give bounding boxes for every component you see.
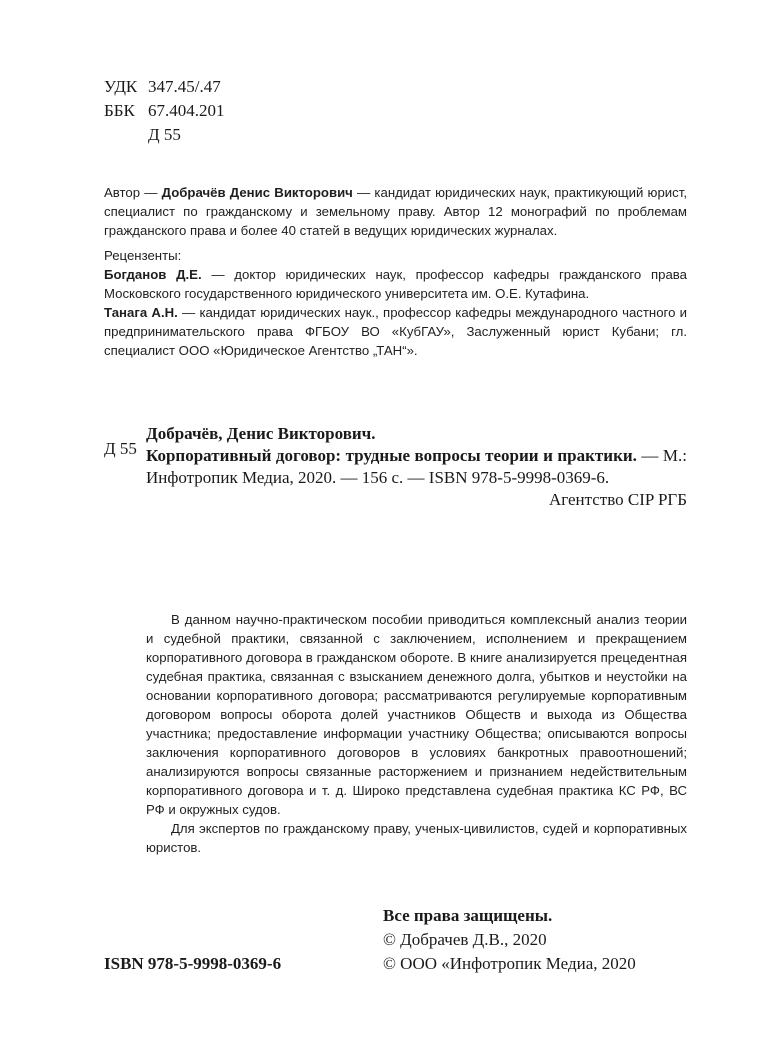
author-name: Добрачёв Денис Викторович <box>161 185 353 200</box>
author-mark-row <box>104 123 225 147</box>
bbk-value: 67.404.201 <box>148 101 225 120</box>
author-info <box>104 183 687 240</box>
biblio-title-line <box>146 445 687 489</box>
udk-row <box>104 75 225 99</box>
reviewer-description: — доктор юридических наук, профессор кафедры гражданского права Московского государственного юридического университета им. О.Е. Кутафина. <box>104 267 687 301</box>
biblio-record <box>146 423 687 511</box>
abstract <box>146 610 687 857</box>
biblio-code: Д 55 <box>104 439 137 458</box>
reviewers-block <box>104 246 687 360</box>
copyright-author: © Добрачев Д.В., 2020 <box>383 930 547 949</box>
classification-block <box>104 75 225 147</box>
copyright-publisher: © ООО «Инфотропик Медиа, 2020 <box>383 954 636 973</box>
author-mark-code: Д 55 <box>148 125 181 144</box>
reviewer-description: — кандидат юридических наук., профессор кафедры международного частного и предпринимательского права ФГБОУ ВО «КубГАУ», Заслуженный юрист Кубани; гл. специалист ООО «Юридическое Агентство „ТАН“». <box>104 305 688 358</box>
reviewers-heading: Рецензенты: <box>104 248 182 263</box>
rights-block <box>383 904 636 976</box>
udk-label: УДК <box>104 77 138 96</box>
biblio-title: Корпоративный договор: трудные вопросы теории и практики. <box>146 446 637 465</box>
biblio-author: Добрачёв, Денис Викторович. <box>146 424 376 443</box>
abstract-paragraph: В данном научно-практическом пособии приводиться комплексный анализ теории и судебной практики, связанной с заключением, исполнением и прекращением корпоративного договора в гражданском обороте. В книге анализируется прецедентная судебная практика, связанная с взысканием денежного долга, убытков и неустойки на основании корпоративного договора; рассматриваются регулируемые корпоративным договором вопросы оборота долей участников Обществ и выхода из Общества участника; предоставление информации участнику Общества; описываются вопросы заключения корпоративного договоров в условиях банкротных правоотношений; анализируются вопросы связанные расторжением и признанием недействительным корпоративного договора и т. д. Широко представлена судебная практика КС РФ, ВС РФ и окружных судов. <box>146 612 687 817</box>
bbk-row <box>104 99 225 123</box>
reviewer-name: Богданов Д.Е. <box>104 267 202 282</box>
reviewer-item <box>104 265 687 303</box>
reviewer-name: Танага А.Н. <box>104 305 178 320</box>
abstract-paragraph: Для экспертов по гражданскому праву, ученых-цивилистов, судей и корпоративных юристов. <box>146 821 687 855</box>
author-description: — кандидат юридических наук, практикующий юрист, специалист по гражданскому и земельному праву. Автор 12 монографий по проблемам гражданского права и более 40 статей в ведущих юридических журналах. <box>104 185 687 238</box>
bbk-label: ББК <box>104 101 135 120</box>
cip-agency: Агентство CIP РГБ <box>548 490 687 509</box>
rights-reserved: Все права защищены. <box>383 906 553 925</box>
udk-value: 347.45/.47 <box>148 77 221 96</box>
biblio-details: — М.: Инфотропик Медиа, 2020. — 156 с. — ISBN 978-5-9998-0369-6. <box>146 446 687 487</box>
author-prefix: Автор — <box>104 185 162 200</box>
reviewer-item <box>104 303 687 360</box>
isbn: ISBN 978-5-9998-0369-6 <box>104 954 282 973</box>
